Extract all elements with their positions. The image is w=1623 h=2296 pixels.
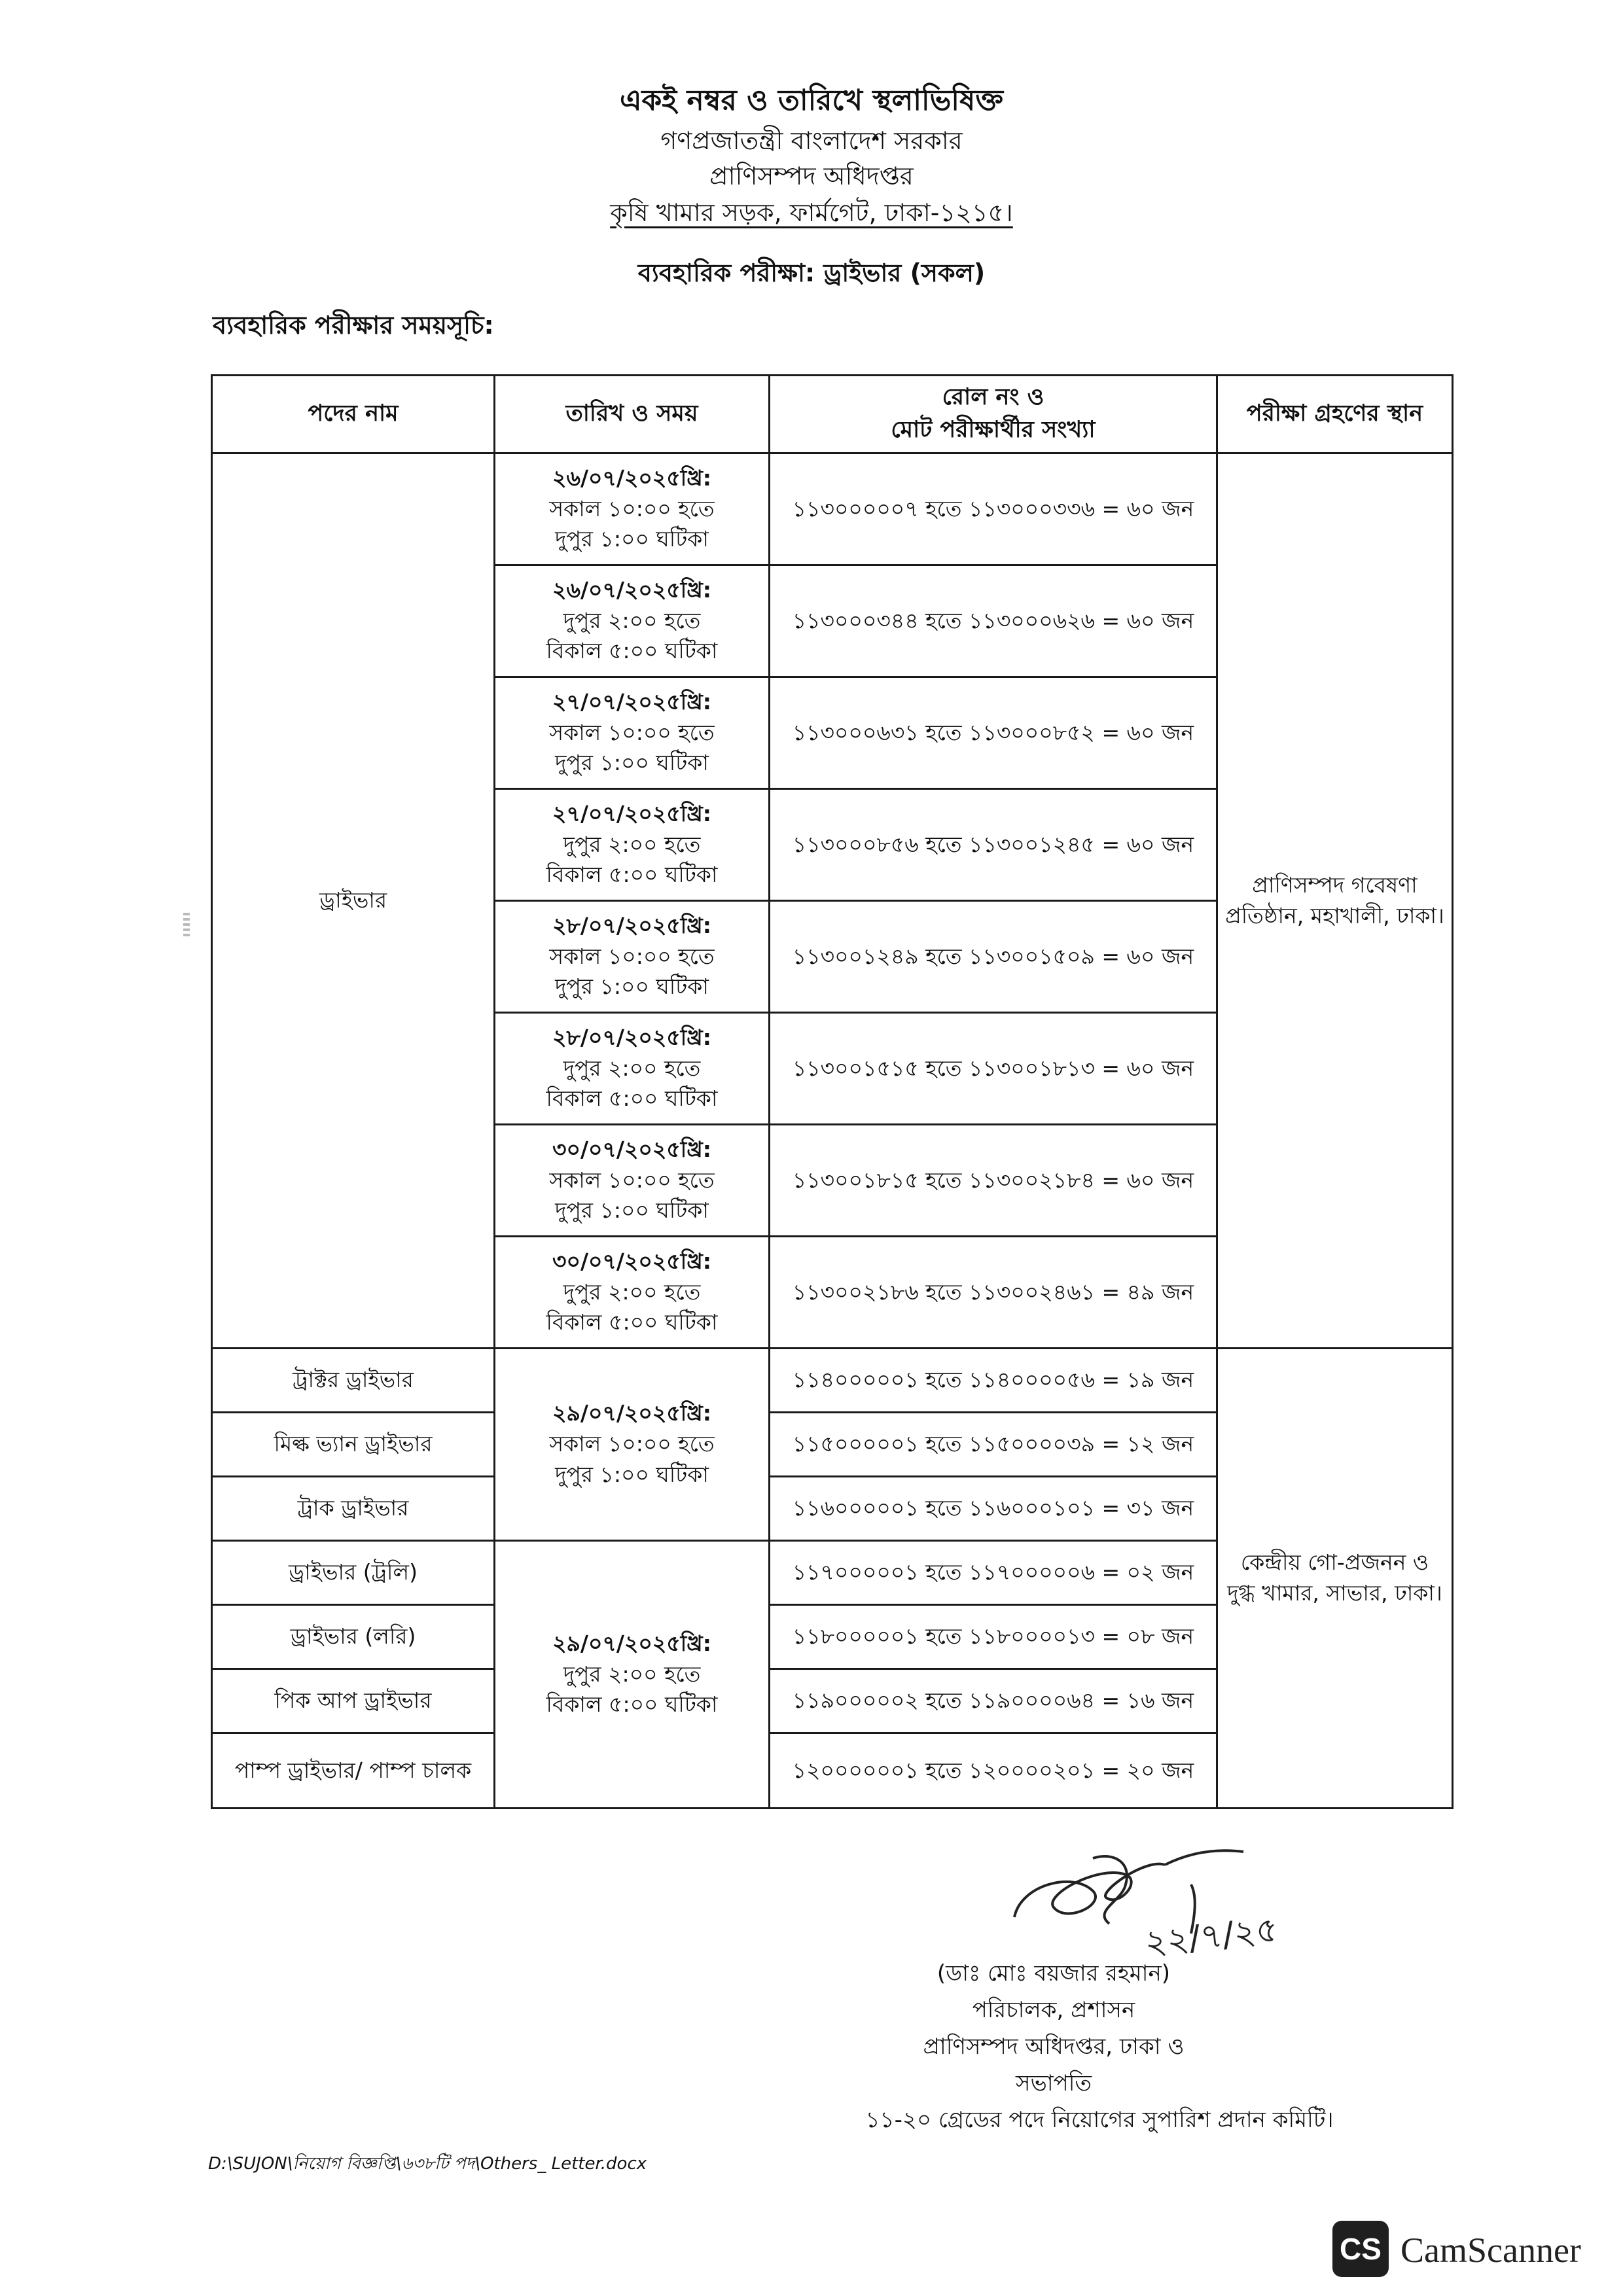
- roll-cell: ১১৬০০০০০১ হতে ১১৬০০০১০১ = ৩১ জন: [770, 1477, 1217, 1541]
- committee-name: ১১-২০ গ্রেডের পদে নিয়োগের সুপারিশ প্রদান কমিটি।: [865, 2107, 1334, 2133]
- post-cell: ট্রাক ড্রাইভার: [212, 1477, 495, 1541]
- roll-cell: ১১৭০০০০০১ হতে ১১৭০০০০০৬ = ০২ জন: [770, 1541, 1217, 1605]
- roll-cell: ১১৯০০০০০২ হতে ১১৯০০০০৬৪ = ১৬ জন: [770, 1669, 1217, 1733]
- venue-cell: কেন্দ্রীয় গো-প্রজনন ও দুগ্ধ খামার, সাভার, ঢাকা।: [1217, 1349, 1453, 1809]
- roll-cell: ১১৩০০১৮১৫ হতে ১১৩০০২১৮৪ = ৬০ জন: [770, 1125, 1217, 1237]
- post-cell: ড্রাইভার: [212, 453, 495, 1349]
- datetime-cell: ২৬/০৭/২০২৫খ্রি: সকাল ১০:০০ হতে দুপুর ১:০০ ঘটিকা: [495, 453, 770, 565]
- datetime-cell: ২৮/০৭/২০২৫খ্রি: সকাল ১০:০০ হতে দুপুর ১:০০ ঘটিকা: [495, 901, 770, 1013]
- roll-cell: ১১৩০০০০০৭ হতে ১১৩০০০৩৩৬ = ৬০ জন: [770, 453, 1217, 565]
- post-cell: ট্রাক্টর ড্রাইভার: [212, 1349, 495, 1413]
- datetime-cell: ২৭/০৭/২০২৫খ্রি: দুপুর ২:০০ হতে বিকাল ৫:০০ ঘটিকা: [495, 789, 770, 901]
- exam-title: ব্যবহারিক পরীক্ষা: ড্রাইভার (সকল): [637, 258, 986, 287]
- signatory-name: (ডাঃ মোঃ বয়জার রহমান): [936, 1960, 1171, 1987]
- table-row: [212, 1349, 1453, 1413]
- scan-edge-mark: [183, 913, 190, 936]
- datetime-cell: ২৯/০৭/২০২৫খ্রি: সকাল ১০:০০ হতে দুপুর ১:০০ ঘটিকা: [495, 1349, 770, 1541]
- datetime-cell: ২৭/০৭/২০২৫খ্রি: সকাল ১০:০০ হতে দুপুর ১:০০ ঘটিকা: [495, 677, 770, 789]
- post-cell: মিল্ক ভ্যান ড্রাইভার: [212, 1413, 495, 1477]
- header-post: পদের নাম: [212, 376, 495, 453]
- venue-cell: প্রাণিসম্পদ গবেষণা প্রতিষ্ঠান, মহাখালী, ঢাকা।: [1217, 453, 1453, 1349]
- roll-cell: ১১৩০০০৩৪৪ হতে ১১৩০০০৬২৬ = ৬০ জন: [770, 565, 1217, 677]
- datetime-cell: ২৮/০৭/২০২৫খ্রি: দুপুর ২:০০ হতে বিকাল ৫:০০ ঘটিকা: [495, 1013, 770, 1125]
- header-datetime: তারিখ ও সময়: [495, 376, 770, 453]
- datetime-cell: ৩০/০৭/২০২৫খ্রি: সকাল ১০:০০ হতে দুপুর ১:০০ ঘটিকা: [495, 1125, 770, 1237]
- roll-cell: ১১৩০০০৮৫৬ হতে ১১৩০০১২৪৫ = ৬০ জন: [770, 789, 1217, 901]
- roll-cell: ১২০০০০০০১ হতে ১২০০০০২০১ = ২০ জন: [770, 1733, 1217, 1809]
- roll-cell: ১১৩০০২১৮৬ হতে ১১৩০০২৪৬১ = ৪৯ জন: [770, 1237, 1217, 1349]
- roll-cell: ১১৩০০১২৪৯ হতে ১১৩০০১৫০৯ = ৬০ জন: [770, 901, 1217, 1013]
- roll-cell: ১১৫০০০০০১ হতে ১১৫০০০০৩৯ = ১২ জন: [770, 1413, 1217, 1477]
- post-cell: ড্রাইভার (লরি): [212, 1605, 495, 1669]
- datetime-cell: ২৬/০৭/২০২৫খ্রি: দুপুর ২:০০ হতে বিকাল ৫:০০ ঘটিকা: [495, 565, 770, 677]
- handwritten-signature: [995, 1845, 1309, 1963]
- roll-cell: ১১৮০০০০০১ হতে ১১৮০০০০১৩ = ০৮ জন: [770, 1605, 1217, 1669]
- post-cell: পাম্প ড্রাইভার/ পাম্প চালক: [212, 1733, 495, 1809]
- department-address: কৃষি খামার সড়ক, ফার্মগেট, ঢাকা-১২১৫।: [610, 198, 1013, 227]
- camscanner-brand: CamScanner: [1400, 2231, 1581, 2270]
- exam-schedule-table: [211, 374, 1454, 1809]
- signatory-office: প্রাণিসম্পদ অধিদপ্তর, ঢাকা ও: [923, 2034, 1185, 2060]
- document-title: একই নম্বর ও তারিখে স্থলাভিষিক্ত: [620, 84, 1003, 117]
- roll-cell: ১১৪০০০০০১ হতে ১১৪০০০০৫৬ = ১৯ জন: [770, 1349, 1217, 1413]
- signature-date: ২২/৭/২৫: [1143, 1910, 1280, 1963]
- department-name: প্রাণিসম্পদ অধিদপ্তর: [709, 162, 914, 190]
- file-path-footer: D:\SUJON\নিয়োগ বিজ্ঞপ্তি\৬৩৮টি পদ\Others_ Letter.docx: [208, 2154, 647, 2174]
- datetime-cell: ৩০/০৭/২০২৫খ্রি: দুপুর ২:০০ হতে বিকাল ৫:০০ ঘটিকা: [495, 1237, 770, 1349]
- schedule-label: ব্যবহারিক পরীক্ষার সময়সূচি:: [213, 311, 494, 340]
- post-cell: ড্রাইভার (ট্রলি): [212, 1541, 495, 1605]
- camscanner-logo-icon: CS: [1332, 2221, 1389, 2277]
- datetime-cell: ২৯/০৭/২০২৫খ্রি: দুপুর ২:০০ হতে বিকাল ৫:০০ ঘটিকা: [495, 1541, 770, 1809]
- roll-cell: ১১৩০০১৫১৫ হতে ১১৩০০১৮১৩ = ৬০ জন: [770, 1013, 1217, 1125]
- post-cell: পিক আপ ড্রাইভার: [212, 1669, 495, 1733]
- header-roll: রোল নং ও মোট পরীক্ষার্থীর সংখ্যা: [770, 376, 1217, 453]
- signatory-role: সভাপতি: [1016, 2070, 1092, 2096]
- roll-cell: ১১৩০০০৬৩১ হতে ১১৩০০০৮৫২ = ৬০ জন: [770, 677, 1217, 789]
- signatory-designation: পরিচালক, প্রশাসন: [972, 1997, 1135, 2023]
- table-row: [212, 453, 1453, 565]
- government-name: গণপ্রজাতন্ত্রী বাংলাদেশ সরকার: [660, 126, 963, 155]
- header-venue: পরীক্ষা গ্রহণের স্থান: [1217, 376, 1453, 453]
- table-header-row: [212, 376, 1453, 453]
